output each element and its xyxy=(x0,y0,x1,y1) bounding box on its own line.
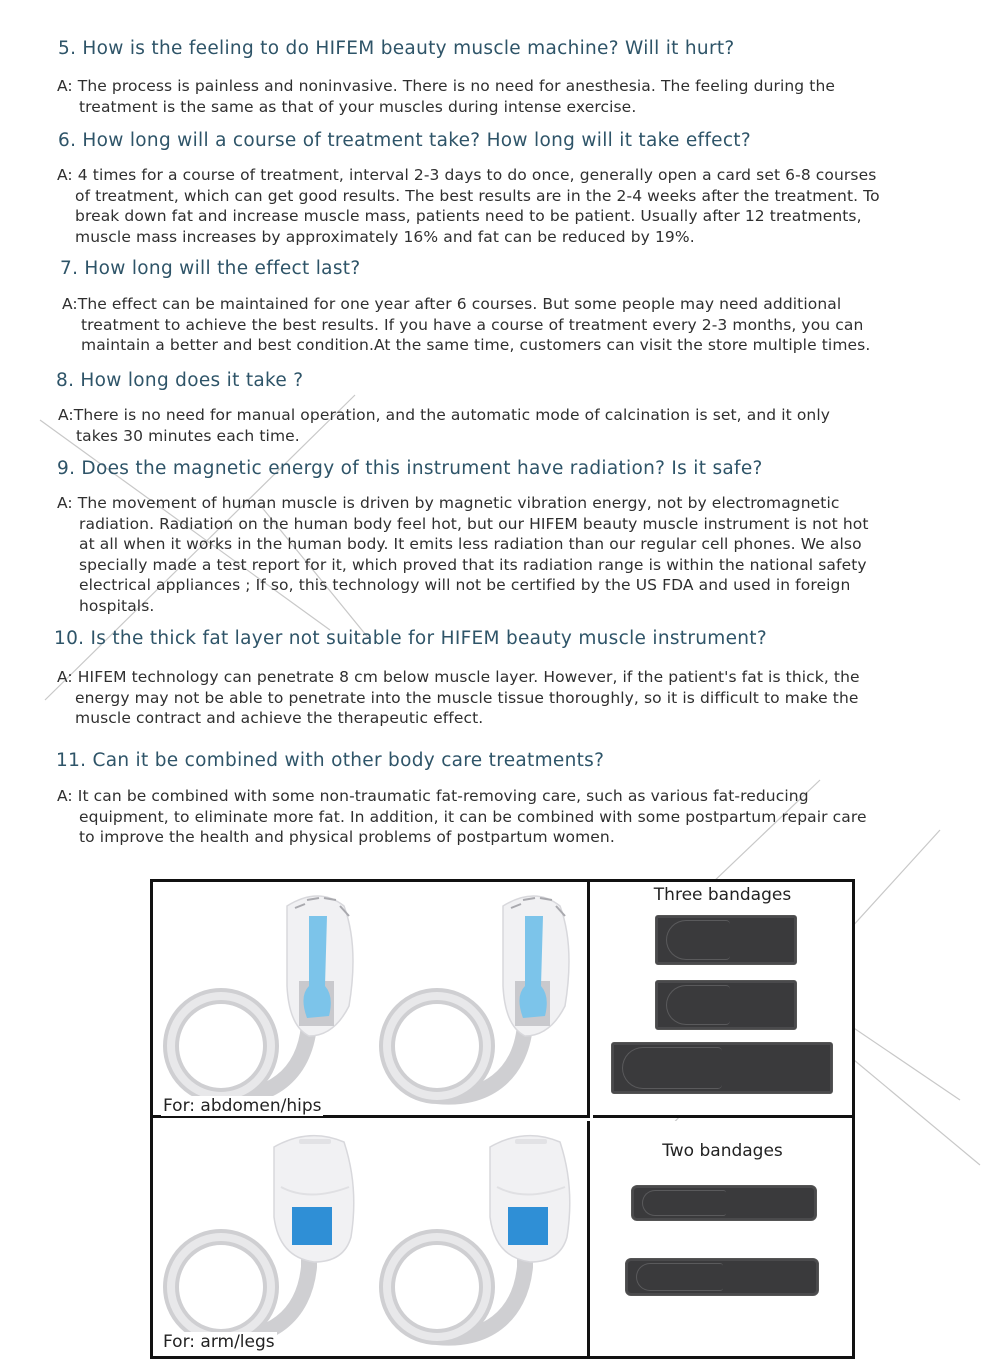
bandage-image xyxy=(655,915,797,965)
faq-answer-6: A: 4 times for a course of treatment, interval 2-3 days to do once, generally open a card set 6-8 courses of treatment, which can get good results. The best results are in the 2-4 weeks after the treatment. To break down fat and increase muscle mass, patients need to be patient. Usually after 12 treatments, muscle mass increases by approximately 16% and fat can be reduced by 19%. xyxy=(57,166,880,246)
accessories-table xyxy=(150,879,855,1359)
faq-answer-11: A: It can be combined with some non-traumatic fat-removing care, such as various fat-reducing equipment, to eliminate more fat. In addition, it can be combined with some postpartum repair care to improve the health and physical problems of postpartum women. xyxy=(57,787,867,846)
cell-two-bandages xyxy=(593,1121,852,1356)
faq-answer-8: A:There is no need for manual operation, and the automatic mode of calcination is set, and it only takes 30 minutes each time. xyxy=(58,406,831,445)
caption-arm-legs: For: arm/legs xyxy=(163,1332,275,1352)
cell-small-handles xyxy=(153,1121,590,1356)
small-handle-image xyxy=(159,1127,369,1352)
faq-answer-7: A:The effect can be maintained for one year after 6 courses. But some people may need additional treatment to achieve the best results. If you have a course of treatment every 2-3 months, you can maintain a better and best condition.At the same time, customers can visit the store multiple times. xyxy=(62,295,871,354)
caption-abdomen-hips: For: abdomen/hips xyxy=(163,1096,322,1116)
cell-large-handles xyxy=(153,882,590,1118)
bandage-image xyxy=(631,1185,817,1221)
faq-question-8: 8. How long does it take ? xyxy=(56,370,304,391)
faq-answer-10: A: HIFEM technology can penetrate 8 cm below muscle layer. However, if the patient's fat is thick, the energy may not be able to penetrate into the muscle tissue thoroughly, so it is difficult to make the muscle contract and achieve the therapeutic effect. xyxy=(57,668,860,727)
large-handle-image xyxy=(375,886,585,1111)
faq-question-11: 11. Can it be combined with other body care treatments? xyxy=(56,750,605,771)
faq-question-5: 5. How is the feeling to do HIFEM beauty muscle machine? Will it hurt? xyxy=(58,38,735,59)
bandage-image xyxy=(611,1042,833,1094)
large-handle-image xyxy=(159,886,369,1111)
faq-question-9: 9. Does the magnetic energy of this instrument have radiation? Is it safe? xyxy=(57,458,763,479)
faq-question-7: 7. How long will the effect last? xyxy=(60,258,361,279)
bandage-image xyxy=(625,1258,819,1296)
three-bandages-title: Three bandages xyxy=(653,885,792,905)
faq-answer-5: A: The process is painless and noninvasive. There is no need for anesthesia. The feeling during the treatment is the same as that of your muscles during intense exercise. xyxy=(57,77,836,116)
faq-answer-9: A: The movement of human muscle is driven by magnetic vibration energy, not by electromagnetic radiation. Radiation on the human body feel hot, but our HIFEM beauty muscle instrument is not hot at all when it works in the human body. It emits less radiation than our regular cell phones. We also specially made a test report for it, which proved that its radiation range is within the national safety electrical appliances ; If so, this technology will not be certified by the US FDA and used in foreign hospitals. xyxy=(57,494,869,615)
two-bandages-title: Two bandages xyxy=(662,1141,783,1161)
faq-question-10: 10. Is the thick fat layer not suitable for HIFEM beauty muscle instrument? xyxy=(54,628,767,649)
bandage-image xyxy=(655,980,797,1030)
faq-question-6: 6. How long will a course of treatment take? How long will it take effect? xyxy=(58,130,751,151)
cell-three-bandages xyxy=(593,882,852,1118)
small-handle-image xyxy=(375,1127,585,1352)
